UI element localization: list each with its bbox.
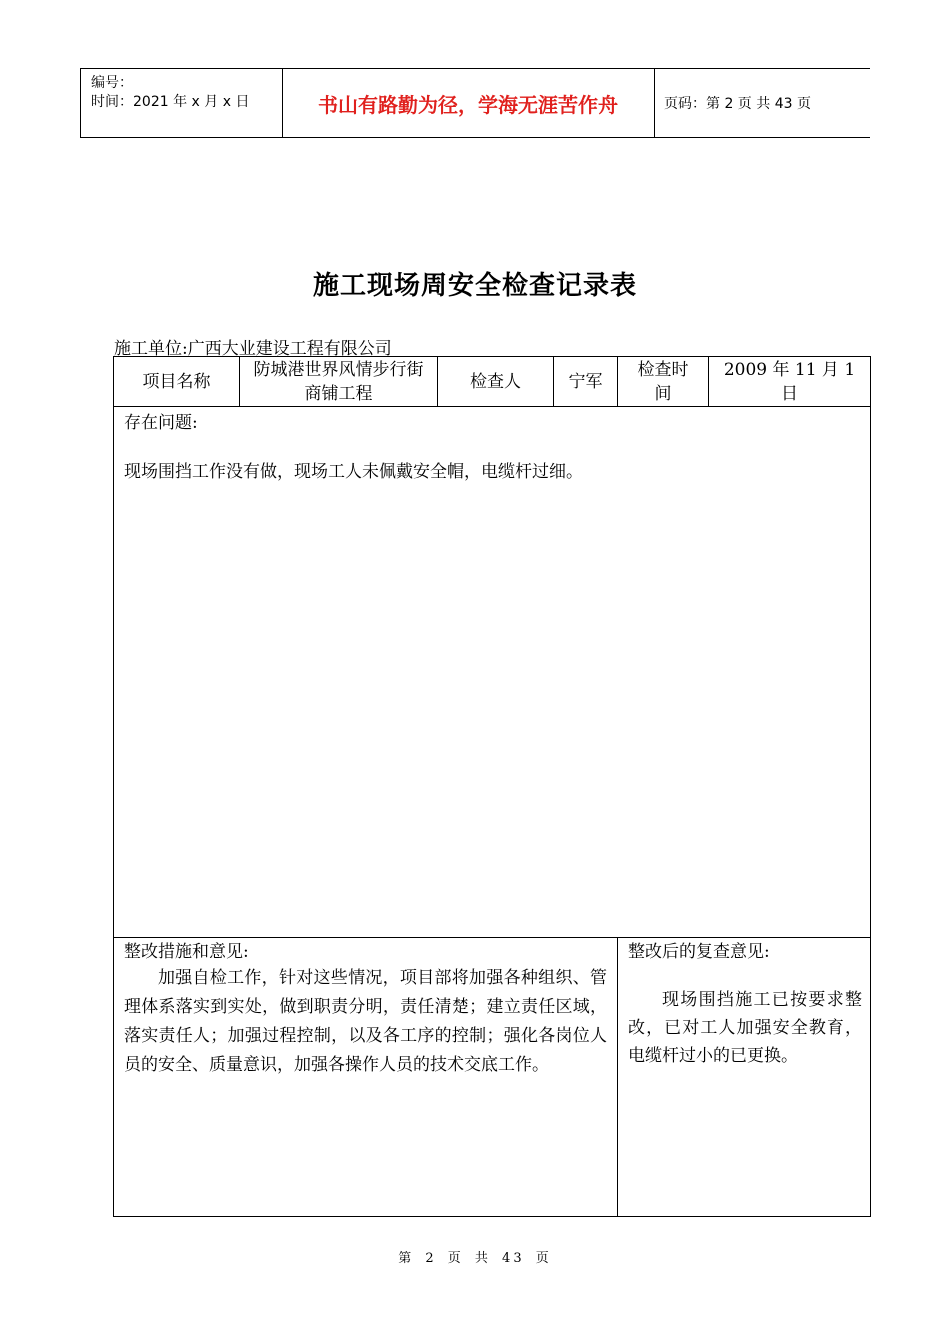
measures-text: 加强自检工作，针对这些情况，项目部将加强各种组织、管理体系落实到实处，做到职责分明，责任清楚；建立责任区域，落实责任人；加强过程控制，以及各工序的控制；强化各岗位人员的安全、质量意识，加强各操作人员的技术交底工作。 (124, 968, 607, 1075)
inspection-time-label: 检查时间 (618, 357, 709, 407)
inspection-table (113, 356, 871, 1217)
measures-label: 整改措施和意见: (124, 942, 249, 962)
project-name-value: 防城港世界风情步行街商铺工程 (240, 357, 438, 407)
document-time: 时间：2021 年 x 月 x 日 (91, 94, 250, 110)
info-row (114, 357, 871, 407)
inspector-label: 检查人 (438, 357, 554, 407)
project-name-label: 项目名称 (114, 357, 240, 407)
review-label: 整改后的复查意见: (628, 942, 770, 962)
inspector-value: 宁军 (554, 357, 618, 407)
page-title: 施工现场周安全检查记录表 (312, 271, 637, 301)
document-number: 编号： (91, 75, 133, 91)
issues-row (114, 407, 871, 938)
rectification-row (114, 938, 871, 1217)
issues-text: 现场围挡工作没有做，现场工人未佩戴安全帽，电缆杆过细。 (124, 462, 583, 482)
inspection-time-value: 2009 年 11 月 1 日 (709, 357, 871, 407)
review-cell (618, 938, 871, 1217)
header-motto: 书山有路勤为径，学海无涯苦作舟 (282, 69, 655, 137)
page-header (80, 68, 870, 138)
header-page-number: 页码：第 2 页 共 43 页 (664, 96, 811, 112)
page-footer: 第 2 页 共 43 页 (398, 1251, 552, 1266)
review-text: 现场围挡施工已按要求整改，已对工人加强安全教育，电缆杆过小的已更换。 (628, 990, 862, 1066)
measures-cell (114, 938, 618, 1217)
header-meta (80, 69, 283, 137)
construction-unit: 施工单位:广西大业建设工程有限公司 (114, 339, 392, 359)
issues-cell (114, 407, 871, 938)
issues-label: 存在问题: (124, 413, 198, 433)
